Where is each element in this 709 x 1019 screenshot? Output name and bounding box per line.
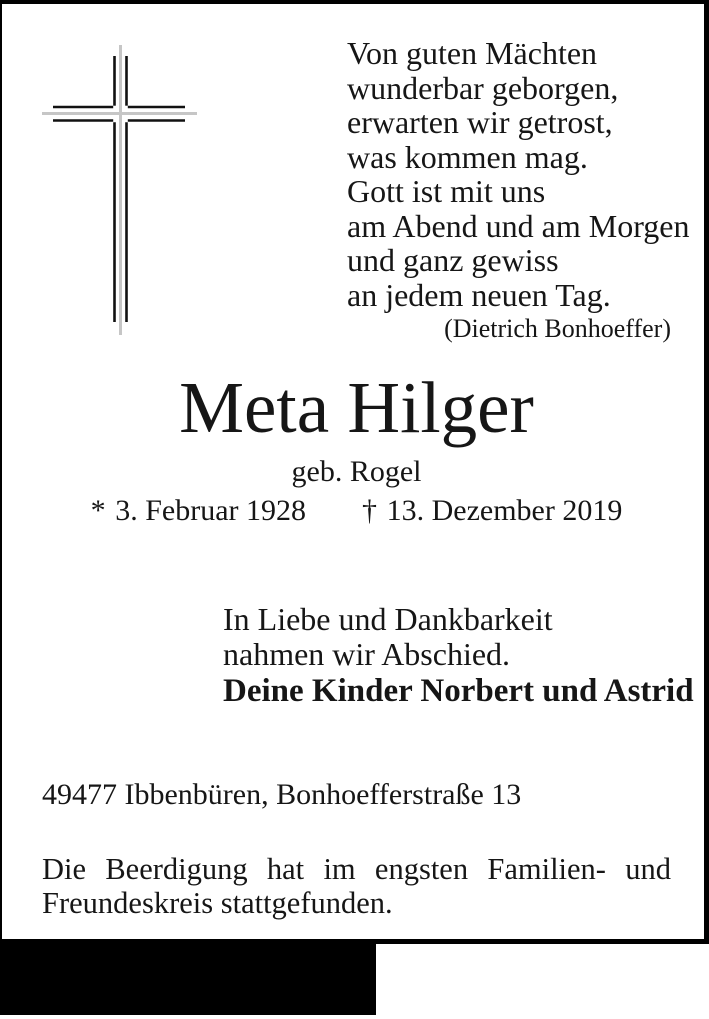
death-date bbox=[362, 494, 622, 528]
farewell-block bbox=[223, 602, 694, 709]
poem-line: am Abend und am Morgen bbox=[347, 207, 690, 244]
funeral-note-line: Freundeskreis stattgefunden. bbox=[42, 886, 393, 920]
poem-line: an jedem neuen Tag. bbox=[347, 276, 611, 313]
cross-icon bbox=[40, 42, 200, 338]
poem-line: wunderbar geborgen, bbox=[347, 69, 619, 106]
deceased-name: Meta Hilger bbox=[179, 367, 534, 448]
redacted-block bbox=[0, 944, 376, 1015]
life-dates bbox=[42, 494, 671, 528]
poem-line: Gott ist mit uns bbox=[347, 173, 546, 209]
birth-name: geb. Rogel bbox=[291, 455, 422, 488]
death-date-text: 13. Dezember 2019 bbox=[386, 494, 623, 527]
mourners-line: Deine Kinder Norbert und Astrid bbox=[223, 673, 694, 709]
birth-star-symbol: * bbox=[90, 494, 106, 527]
funeral-note-line: Die Beerdigung hat im engsten Familien- und bbox=[42, 852, 671, 886]
poem-line: was kommen mag. bbox=[347, 138, 588, 175]
poem-block bbox=[347, 35, 690, 345]
poem-attribution: (Dietrich Bonhoeffer) bbox=[444, 314, 671, 343]
poem-line: erwarten wir getrost, bbox=[347, 104, 613, 140]
poem-line: Von guten Mächten bbox=[347, 35, 598, 71]
birth-date bbox=[91, 494, 306, 528]
farewell-line: nahmen wir Abschied. bbox=[223, 635, 511, 672]
funeral-note bbox=[42, 852, 671, 920]
address-line: 49477 Ibbenbüren, Bonhoefferstraße 13 bbox=[42, 778, 522, 811]
death-dagger-symbol: † bbox=[362, 494, 378, 527]
birth-date-text: 3. Februar 1928 bbox=[115, 494, 307, 527]
poem-line: und ganz gewiss bbox=[347, 242, 559, 278]
farewell-line: In Liebe und Dankbarkeit bbox=[223, 601, 553, 637]
